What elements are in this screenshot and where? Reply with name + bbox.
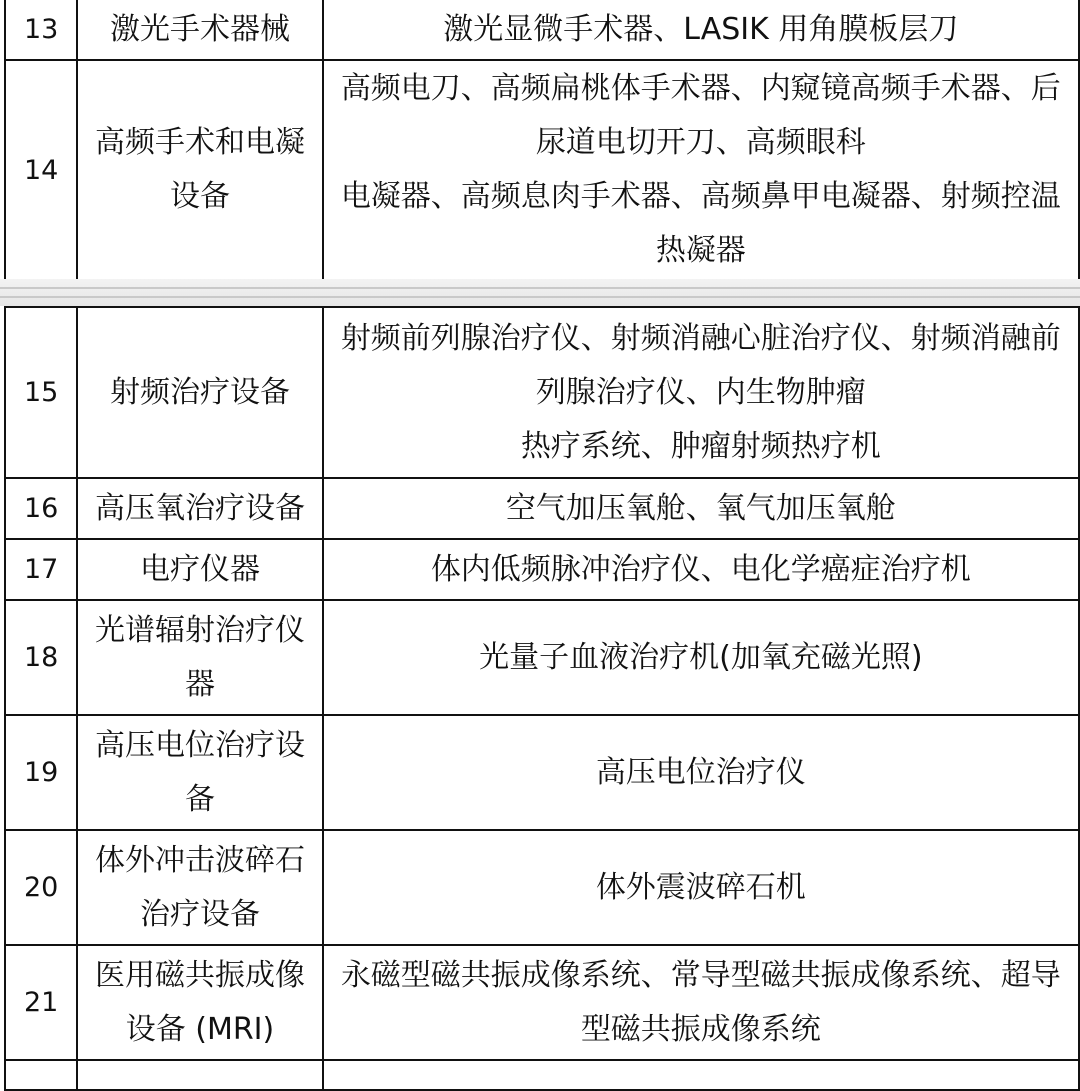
category-line: 电疗仪器 xyxy=(139,551,260,587)
category-line: 光谱辐射治疗仪 xyxy=(94,612,305,648)
row-number: 13 xyxy=(5,0,77,60)
items-cell xyxy=(323,60,1079,280)
category-line: 器 xyxy=(184,666,215,702)
category-cell xyxy=(77,478,322,539)
category-cell xyxy=(77,307,322,478)
row-number: 18 xyxy=(5,600,77,715)
items-line: 激光显微手术器、LASIK 用角膜板层刀 xyxy=(443,11,959,47)
category-line: 备 xyxy=(184,781,215,817)
row-number: 21 xyxy=(5,945,77,1060)
items-line: 型磁共振成像系统 xyxy=(580,1011,821,1047)
table-row xyxy=(5,715,1079,830)
row-number: 15 xyxy=(5,307,77,478)
items-line: 电凝器、高频息肉手术器、高频鼻甲电凝器、射频控温 xyxy=(340,179,1061,214)
category-line: 医用磁共振成像 xyxy=(94,957,305,993)
items-cell xyxy=(323,539,1079,600)
items-line: 热疗系统、肿瘤射频热疗机 xyxy=(520,428,881,464)
category-cell xyxy=(77,715,322,830)
items-line: 体内低频脉冲治疗仪、电化学癌症治疗机 xyxy=(430,551,971,587)
items-line: 高频电刀、高频扁桃体手术器、内窥镜高频手术器、后 xyxy=(340,71,1061,106)
items-line: 射频前列腺治疗仪、射频消融心脏治疗仪、射频消融前 xyxy=(340,320,1061,356)
items-line: 光量子血液治疗机(加氧充磁光照) xyxy=(479,639,923,675)
items-line: 永磁型磁共振成像系统、常导型磁共振成像系统、超导 xyxy=(340,957,1061,993)
row-number: 16 xyxy=(5,478,77,539)
category-line: 射频治疗设备 xyxy=(109,374,290,410)
table-row xyxy=(5,1060,1079,1090)
items-line: 空气加压氧舱、氧气加压氧舱 xyxy=(505,490,896,526)
device-table-bottom xyxy=(4,306,1080,1091)
table-row xyxy=(5,539,1079,600)
category-line: 高压电位治疗设 xyxy=(94,727,305,763)
items-cell xyxy=(323,0,1079,60)
items-cell xyxy=(323,830,1079,945)
category-line: 治疗设备 xyxy=(139,896,260,932)
category-line: 设备 xyxy=(169,179,230,214)
items-line: 高压电位治疗仪 xyxy=(595,754,806,790)
table-row xyxy=(5,0,1079,60)
table-row xyxy=(5,478,1079,539)
category-cell xyxy=(77,945,322,1060)
items-line: 尿道电切开刀、高频眼科 xyxy=(535,125,866,160)
row-number: 14 xyxy=(5,60,77,280)
category-line: 高压氧治疗设备 xyxy=(94,490,305,526)
category-line: 设备 (MRI) xyxy=(125,1011,275,1047)
items-cell xyxy=(323,600,1079,715)
page-break xyxy=(0,279,1080,306)
category-cell xyxy=(77,60,322,280)
category-cell xyxy=(77,600,322,715)
row-number: 20 xyxy=(5,830,77,945)
category-line: 高频手术和电凝 xyxy=(94,125,305,160)
items-line: 列腺治疗仪、内生物肿瘤 xyxy=(535,374,866,410)
items-line: 热凝器 xyxy=(655,233,746,268)
row-number xyxy=(5,1060,77,1090)
row-number: 17 xyxy=(5,539,77,600)
category-line: 激光手术器械 xyxy=(109,11,290,47)
row-number: 19 xyxy=(5,715,77,830)
items-cell xyxy=(323,945,1079,1060)
device-table-top xyxy=(4,0,1080,281)
category-cell xyxy=(77,1060,322,1090)
table-row xyxy=(5,600,1079,715)
items-line: 体外震波碎石机 xyxy=(595,869,806,905)
category-cell xyxy=(77,539,322,600)
table-row xyxy=(5,60,1079,280)
items-cell xyxy=(323,478,1079,539)
table-row xyxy=(5,945,1079,1060)
category-cell xyxy=(77,0,322,60)
category-cell xyxy=(77,830,322,945)
items-cell xyxy=(323,1060,1079,1090)
category-line: 体外冲击波碎石 xyxy=(94,842,305,878)
table-row xyxy=(5,830,1079,945)
table-row xyxy=(5,307,1079,478)
items-cell xyxy=(323,715,1079,830)
items-cell xyxy=(323,307,1079,478)
